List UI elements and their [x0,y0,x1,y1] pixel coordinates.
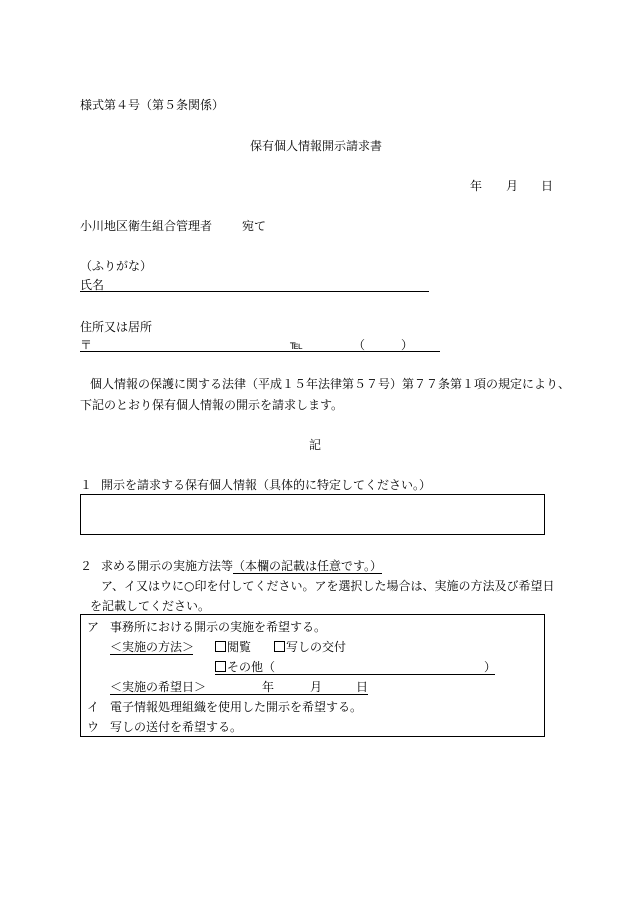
option-u-mark[interactable]: ウ [87,720,100,734]
section1-input-box[interactable] [80,494,545,535]
addressee-name: 小川地区衛生組合管理者 [80,219,213,233]
option-a-mark[interactable]: ア [87,620,100,634]
section2-desc-line-2: を記載してください。 [90,599,211,613]
tel-paren: （ ） [353,338,414,352]
method-copy-option[interactable] [274,640,346,654]
method-copy-checkbox[interactable] [274,641,285,652]
intro-line-1: 個人情報の保護に関する法律（平成１５年法律第５７号）第７７条第１項の規定により、 [90,377,571,391]
option-i-text: 電子情報処理組織を使用した開示を希望する。 [110,700,363,714]
address-label: 住所又は居所 [80,320,153,334]
date-day-label: 日 [541,179,554,193]
option-i-mark[interactable]: イ [87,700,100,714]
date-month-label: 月 [506,179,519,193]
postal-mark: 〒 [80,338,93,352]
section2-title-underlined: （本欄の記載は任意です。） [233,559,383,573]
section1-number: １ [80,478,93,492]
option-a-text: 事務所における開示の実施を希望する。 [110,620,327,634]
method-view-option[interactable] [215,640,251,654]
method-other-close: ） [484,660,497,674]
tel-label: ℡ [290,338,303,352]
ki-heading: 記 [309,438,322,452]
section1-title: 開示を請求する保有個人情報（具体的に特定してください。） [101,478,432,492]
method-copy-label: 写しの交付 [286,640,347,654]
method-label-underline [110,654,193,655]
method-label: ＜実施の方法＞ [110,640,195,654]
furigana-label: （ふりがな） [80,259,153,273]
date-label: ＜実施の希望日＞ [110,680,207,694]
section2-desc-line-1: ア、イ又はウに○印を付してください。アを選択した場合は、実施の方法及び希望日 [101,579,555,593]
method-other-option[interactable] [215,660,275,674]
addressee-suffix: 宛て [242,219,267,233]
form-number: 様式第４号（第５条関係） [80,98,225,112]
preferred-date-day: 日 [356,680,369,694]
section2-title-plain: 求める開示の実施方法等 [101,559,234,573]
preferred-date-year: 年 [262,680,275,694]
method-other-label: その他（ [227,660,276,674]
section2-number: ２ [80,559,93,573]
date-underline[interactable] [110,694,368,695]
name-underline[interactable] [80,291,429,292]
method-other-checkbox[interactable] [215,661,226,672]
method-other-underline[interactable] [215,674,495,675]
form-title: 保有個人情報開示請求書 [250,139,383,153]
address-underline[interactable] [80,351,440,352]
preferred-date-month: 月 [310,680,323,694]
method-view-checkbox[interactable] [215,641,226,652]
method-view-label: 閲覧 [227,640,252,654]
section2-title [101,559,382,573]
date-year-label: 年 [470,179,483,193]
intro-line-2: 下記のとおり保有個人情報の開示を請求します。 [80,398,344,412]
option-u-text: 写しの送付を希望する。 [110,720,243,734]
name-label: 氏名 [80,278,105,292]
